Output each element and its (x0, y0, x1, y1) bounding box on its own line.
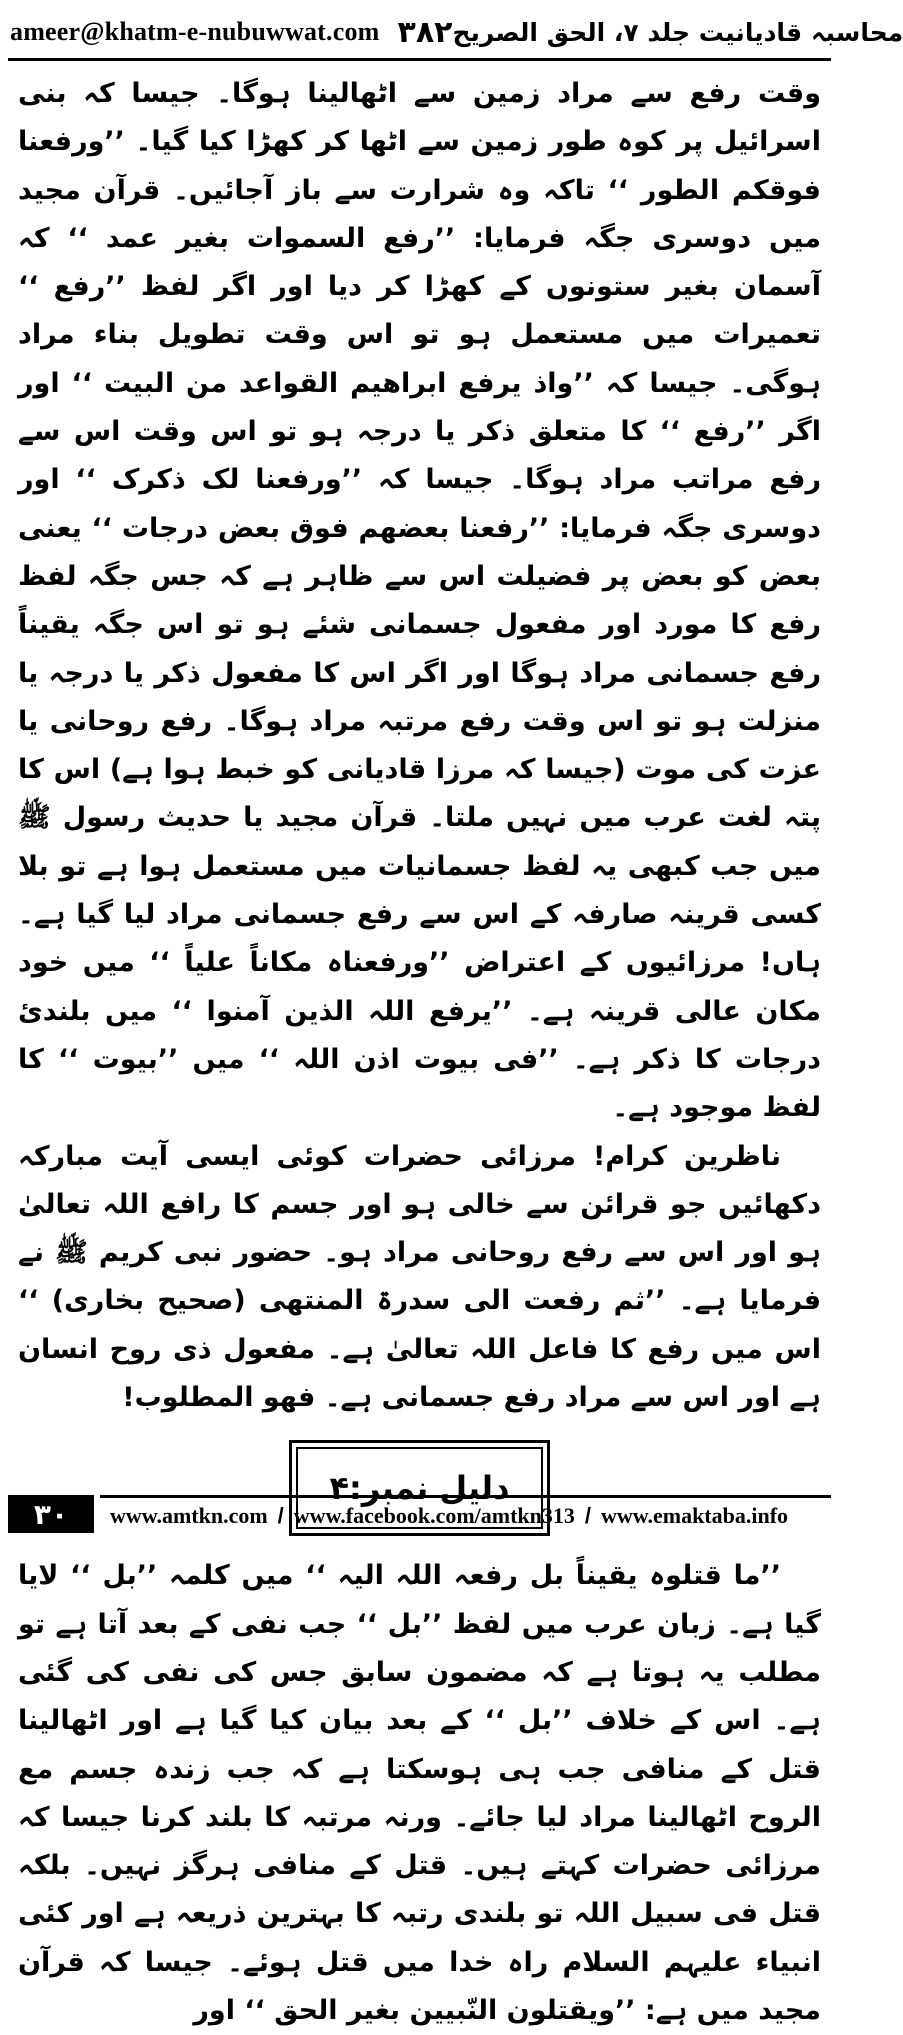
header-page-number: ۳۸۲ (397, 14, 453, 50)
footer-page-number: ۳۰ (8, 1495, 94, 1533)
paragraph-2: ناظرین کرام! مرزائی حضرات کوئی ایسی آیت مبارکہ دکھائیں جو قرائن سے خالی ہو اور جسم کا رافع اللہ تعالیٰ ہو اور اس سے رفع روحانی مراد ہو۔ حضور نبی کریم ﷺ نے فرمایا ہے۔ ’’ثم رفعت الی سدرۃ المنتھی (صحیح بخاری) ‘‘ اس میں رفع کا فاعل اللہ تعالیٰ ہے۔ مفعول ذی روح انسان ہے اور اس سے مراد رفع جسمانی ہے۔ فھو المطلوب! (18, 1140, 821, 1414)
footer-link-amtkn[interactable]: www.amtkn.com (110, 1503, 268, 1528)
page-header (10, 8, 903, 56)
footer-link-emaktaba[interactable]: www.emaktaba.info (601, 1503, 789, 1528)
paragraph-1: وقت رفع سے مراد زمین سے اٹھالینا ہوگا۔ جیسا کہ بنی اسرائیل پر کوہ طور زمین سے اٹھا کر کھڑا کیا گیا۔ ’’ورفعنا فوقکم الطور ‘‘ تاکہ وہ شرارت سے باز آجائیں۔ قرآن مجید میں دوسری جگہ فرمایا: ’’رفع السموات بغیر عمد ‘‘ کہ آسمان بغیر ستونوں کے کھڑا کر دیا اور اگر لفظ ’’رفع ‘‘ تعمیرات میں مستعمل ہو تو اس وقت تطویل بناء مراد ہوگی۔ جیسا کہ ’’واذ یرفع ابراھیم القواعد من البیت ‘‘ اور اگر ’’رفع ‘‘ کا متعلق ذکر یا درجہ ہو تو اس وقت اس سے رفع مراتب مراد ہوگا۔ جیسا کہ ’’ورفعنا لک ذکرک ‘‘ اور دوسری جگہ فرمایا: ’’رفعنا بعضھم فوق بعض درجات ‘‘ یعنی بعض کو بعض پر فضیلت اس سے ظاہر ہے کہ جس جگہ لفظ رفع کا مورد اور مفعول جسمانی شئے ہو تو اس جگہ یقیناً رفع جسمانی مراد ہوگا اور اگر اس کا مفعول ذکر یا درجہ یا منزلت ہو تو اس وقت رفع مرتبہ مراد ہوگا۔ رفع روحانی یا عزت کی موت (جیسا کہ مرزا قادیانی کو خبط ہوا ہے) اس کا پتہ لغت عرب میں نہیں ملتا۔ قرآن مجید یا حدیث رسول ﷺ میں جب کبھی یہ لفظ جسمانیات میں مستعمل ہوا ہے تو بلا کسی قرینہ صارفہ کے اس سے رفع جسمانی مراد لیا گیا ہے۔ ہاں! مرزائیوں کے اعتراض ’’ورفعناہ مکاناً علیاً ‘‘ میں خود مکان عالی قرینہ ہے۔ ’’یرفع اللہ الذین آمنوا ‘‘ میں بلندیٔ درجات کا ذکر ہے۔ ’’فی بیوت اذن اللہ ‘‘ میں ’’بیوت ‘‘ کا لفظ موجود ہے۔ (18, 78, 821, 1124)
footer-separator: / (584, 1503, 592, 1528)
paragraph-3: ’’ما قتلوہ یقیناً بل رفعہ اللہ الیہ ‘‘ میں کلمہ ’’بل ‘‘ لایا گیا ہے۔ زبان عرب میں لفظ ’’بل ‘‘ جب نفی کے بعد آتا ہے تو مطلب یہ ہوتا ہے کہ مضمون سابق جس کی نفی کی گئی ہے۔ اس کے خلاف ’’بل ‘‘ کے بعد بیان کیا گیا ہے اور اٹھالینا قتل کے منافی جب ہی ہوسکتا ہے کہ جب زندہ جسم مع الروح اٹھالینا مراد لیا جائے۔ ورنہ مرتبہ کا بلند کرنا جیسا کہ مرزائی حضرات کہتے ہیں۔ قتل کے منافی ہرگز نہیں۔ بلکہ قتل فی سبیل اللہ تو بلندی رتبہ کا بہترین ذریعہ ہے اور کئی انبیاء علیہم السلام راہ خدا میں قتل ہوئے۔ جیسا کہ قرآن مجید میں ہے: ’’ویقتلون النّبیین بغیر الحق ‘‘ اور (18, 1560, 821, 2026)
page-footer (8, 1491, 831, 1535)
header-email: ameer@khatm-e-nubuwwat.com (10, 17, 380, 46)
section-title: دلیل نمبر:۴ (296, 1447, 543, 1529)
footer-divider (100, 1495, 831, 1498)
footer-links (110, 1503, 788, 1529)
footer-link-facebook[interactable]: www.facebook.com/amtkn313 (293, 1503, 575, 1528)
header-divider (8, 58, 831, 61)
header-left (10, 15, 452, 50)
header-book-title: محاسبہ قادیانیت جلد ۷، الحق الصریح (452, 17, 903, 47)
footer-separator: / (277, 1503, 284, 1528)
main-body-text (18, 70, 821, 2035)
